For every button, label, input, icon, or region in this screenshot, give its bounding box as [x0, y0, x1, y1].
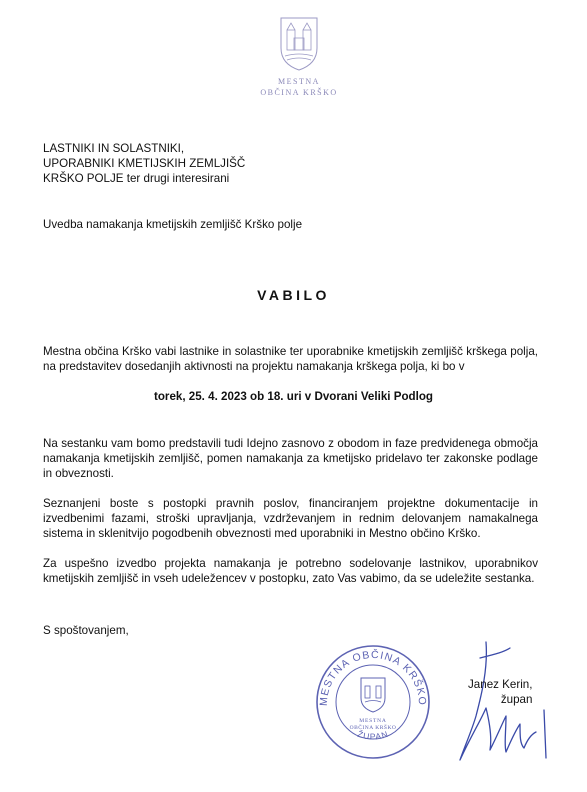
recipient-line: KRŠKO POLJE ter drugi interesirani — [43, 172, 230, 185]
handwritten-signature — [446, 638, 566, 778]
topics-paragraph: Seznanjeni boste s postopki pravnih poslov, financiranjem projektne dokumentacije in izvedbenimi fazami, stroški upravljanja, vzdrževanjem in rednim delovanjem namakalnega sistema in sklenitvijo pogodbenih obveznosti med uporabniki in Mestno občino Krško. — [43, 497, 538, 540]
agenda-paragraph: Na sestanku vam bomo predstavili tudi Idejno zasnovo z obodom in faze predvidenega območja namakanja kmetijskih zemljišč, pomen namakanja za kmetijsko pridelavo ter zakonske podlage in obveznosti. — [43, 437, 538, 480]
recipient-line: UPORABNIKI KMETIJSKIH ZEMLJIŠČ — [43, 157, 246, 170]
recipient-line: LASTNIKI IN SOLASTNIKI, — [43, 142, 185, 155]
crest-caption-line2: OBČINA KRŠKO — [260, 88, 338, 97]
stamp-ring-text: MESTNA OBČINA KRŠKO — [317, 648, 429, 707]
recipient-block — [43, 141, 245, 186]
crest-emblem-icon — [277, 14, 321, 72]
stamp-crest-icon — [361, 678, 385, 712]
closing-salutation: S spoštovanjem, — [43, 624, 129, 637]
invitation-paragraph: Mestna občina Krško vabi lastnike in solastnike ter uporabnike kmetijskih zemljišč krškega polja, na predstavitev dosedanjih aktivnosti na projektu namakanja krškega polja, ki bo v — [43, 345, 538, 373]
official-stamp — [313, 642, 433, 762]
signer-title: župan — [500, 693, 533, 706]
stamp-bottom-text: ŽUPAN — [356, 728, 390, 742]
signer-block — [468, 677, 532, 707]
letter-heading: VABILO — [257, 287, 330, 303]
stamp-center-line1: MESTNA — [359, 718, 387, 724]
svg-text:MESTNA OBČINA KRŠKO — [318, 648, 428, 706]
crest-caption-line1: MESTNA — [278, 77, 320, 86]
participation-paragraph: Za uspešno izvedbo projekta namakanja je potrebno sodelovanje lastnikov, uporabnikov kmetijskih zemljišč in vseh udeležencev v postopku, zato Vas vabimo, da se udeležite sestanka. — [43, 557, 538, 585]
municipality-crest — [258, 14, 340, 98]
letter-subject: Uvedba namakanja kmetijskih zemljišč Krško polje — [43, 218, 303, 231]
signer-name: Janez Kerin, — [468, 678, 533, 691]
event-date-location: torek, 25. 4. 2023 ob 18. uri v Dvorani Veliki Podlog — [153, 390, 433, 403]
stamp-center-line2: OBČINA KRŠKO — [349, 725, 397, 731]
